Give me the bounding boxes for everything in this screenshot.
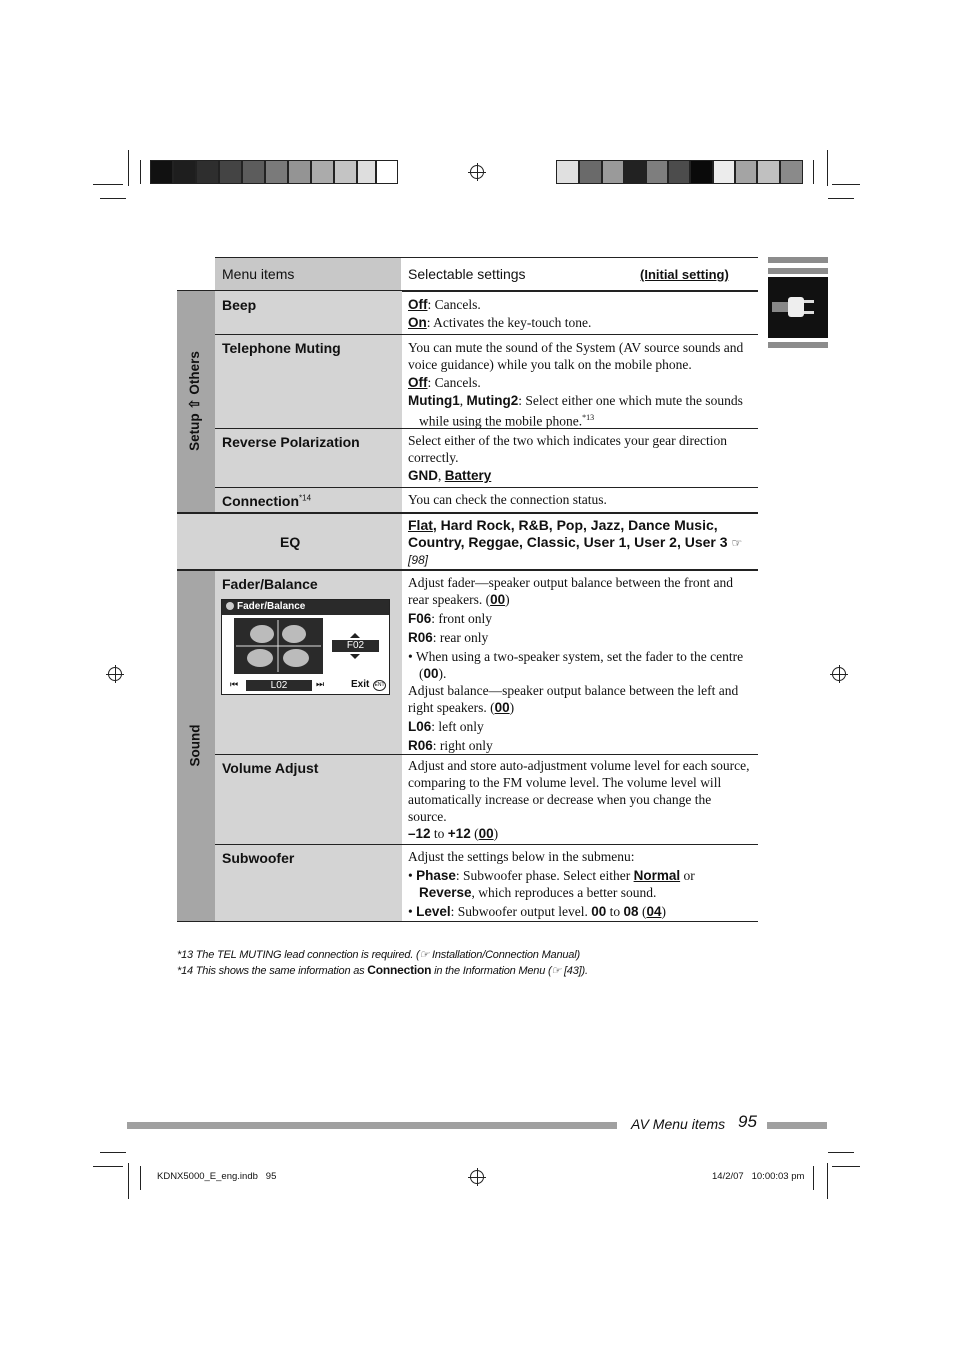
prev-track-icon: ⏮ <box>230 679 239 689</box>
item-telephone-muting: Telephone Muting <box>222 340 341 356</box>
item-fader-balance: Fader/Balance <box>222 576 318 592</box>
section-sound <box>177 570 215 922</box>
speaker-diagram <box>234 618 323 674</box>
header-initial-setting: (Initial setting) <box>640 267 729 282</box>
reverse-polarization-settings: Select either of the two which indicates your gear direction correctly. GND, Battery <box>408 433 728 483</box>
fader-balance-settings: Adjust fader—speaker output balance between the front and rear speakers. (00) F06: front only R06: rear only • When using a two-speaker system, set the fader to the centre (00). Adjust balance—speaker output balance between the left and right speakers. (00) L06: left only R06: right only <box>408 575 744 753</box>
section-setup-others <box>177 291 215 512</box>
fader-down-arrow-icon <box>350 654 360 659</box>
section-label-setup-others: Setup ⇧ Others <box>187 351 202 451</box>
registration-mark-icon <box>108 667 122 681</box>
eq-settings: Flat, Hard Rock, R&B, Pop, Jazz, Dance Music, Country, Reggae, Classic, User 1, User 2, User 3 ☞ [98] <box>408 517 743 567</box>
footnote-13: *13 The TEL MUTING lead connection is required. (☞ Installation/Connection Manual) <box>177 949 580 961</box>
footer-rule-right <box>767 1122 827 1129</box>
next-track-icon: ⏭ <box>316 679 325 689</box>
volume-adjust-settings: Adjust and store auto-adjustment volume level for each source, comparing to the FM volume level. The volume level will automatically increase or decrease when you change the source. –12 to +12 (00) <box>408 758 750 841</box>
footer-section-title: AV Menu items <box>631 1116 726 1132</box>
page-number: 95 <box>738 1112 757 1131</box>
item-subwoofer: Subwoofer <box>222 850 295 866</box>
item-reverse-polarization: Reverse Polarization <box>222 434 360 450</box>
subwoofer-settings: Adjust the settings below in the submenu: • Phase: Subwoofer phase. Select either Normal or Reverse, which reproduces a better sound. • Level: Subwoofer output level. 00 to 08 (04) <box>408 849 695 919</box>
registration-mark-icon <box>470 165 484 179</box>
registration-mark-icon <box>470 1170 484 1184</box>
beep-settings: Off: Cancels. On: Activates the key-touch tone. <box>408 297 592 330</box>
beep-off: Off <box>408 297 428 312</box>
connection-settings: You can check the connection status. <box>408 492 607 507</box>
header-selectable-settings: Selectable settings <box>408 266 526 282</box>
fader-up-arrow-icon <box>350 633 360 638</box>
header-menu-items: Menu items <box>222 266 295 282</box>
footnote-14: *14 This shows the same information as Connection in the Information Menu (☞ [43]). <box>177 963 588 977</box>
item-volume-adjust: Volume Adjust <box>222 760 319 776</box>
footer-rule-left <box>127 1122 617 1129</box>
item-eq: EQ <box>280 534 301 550</box>
screen-exit: Exit <box>351 679 370 690</box>
screen-fader-value: F02 <box>332 640 379 652</box>
print-file-name: KDNX5000_E_eng.indb 95 <box>157 1171 277 1182</box>
reference-icon: ☞ <box>731 535 743 550</box>
registration-mark-icon <box>832 667 846 681</box>
plug-icon <box>768 277 828 338</box>
item-beep: Beep <box>222 297 257 313</box>
enter-icon: ENT <box>373 680 386 691</box>
item-connection: Connection$^{*14}$ <box>222 493 312 509</box>
beep-on: On <box>408 315 427 330</box>
fader-balance-screen <box>221 599 390 695</box>
screen-title: Fader/Balance <box>237 601 306 612</box>
telephone-muting-off: Off <box>408 375 428 390</box>
telephone-muting-settings: You can mute the sound of the System (AV source sounds and voice guidance) while you talk on the mobile phone. Off: Cancels. Muting1, Muting2: Select either one which mute the sounds while using the mobile phone.$^{*13}$ <box>408 340 744 429</box>
section-label-sound: Sound <box>187 724 203 767</box>
screen-menu-icon <box>226 602 234 610</box>
table-header <box>215 257 758 291</box>
print-timestamp: 14/2/07 10:00:03 pm <box>712 1171 805 1182</box>
screen-balance-value: L02 <box>246 680 312 691</box>
